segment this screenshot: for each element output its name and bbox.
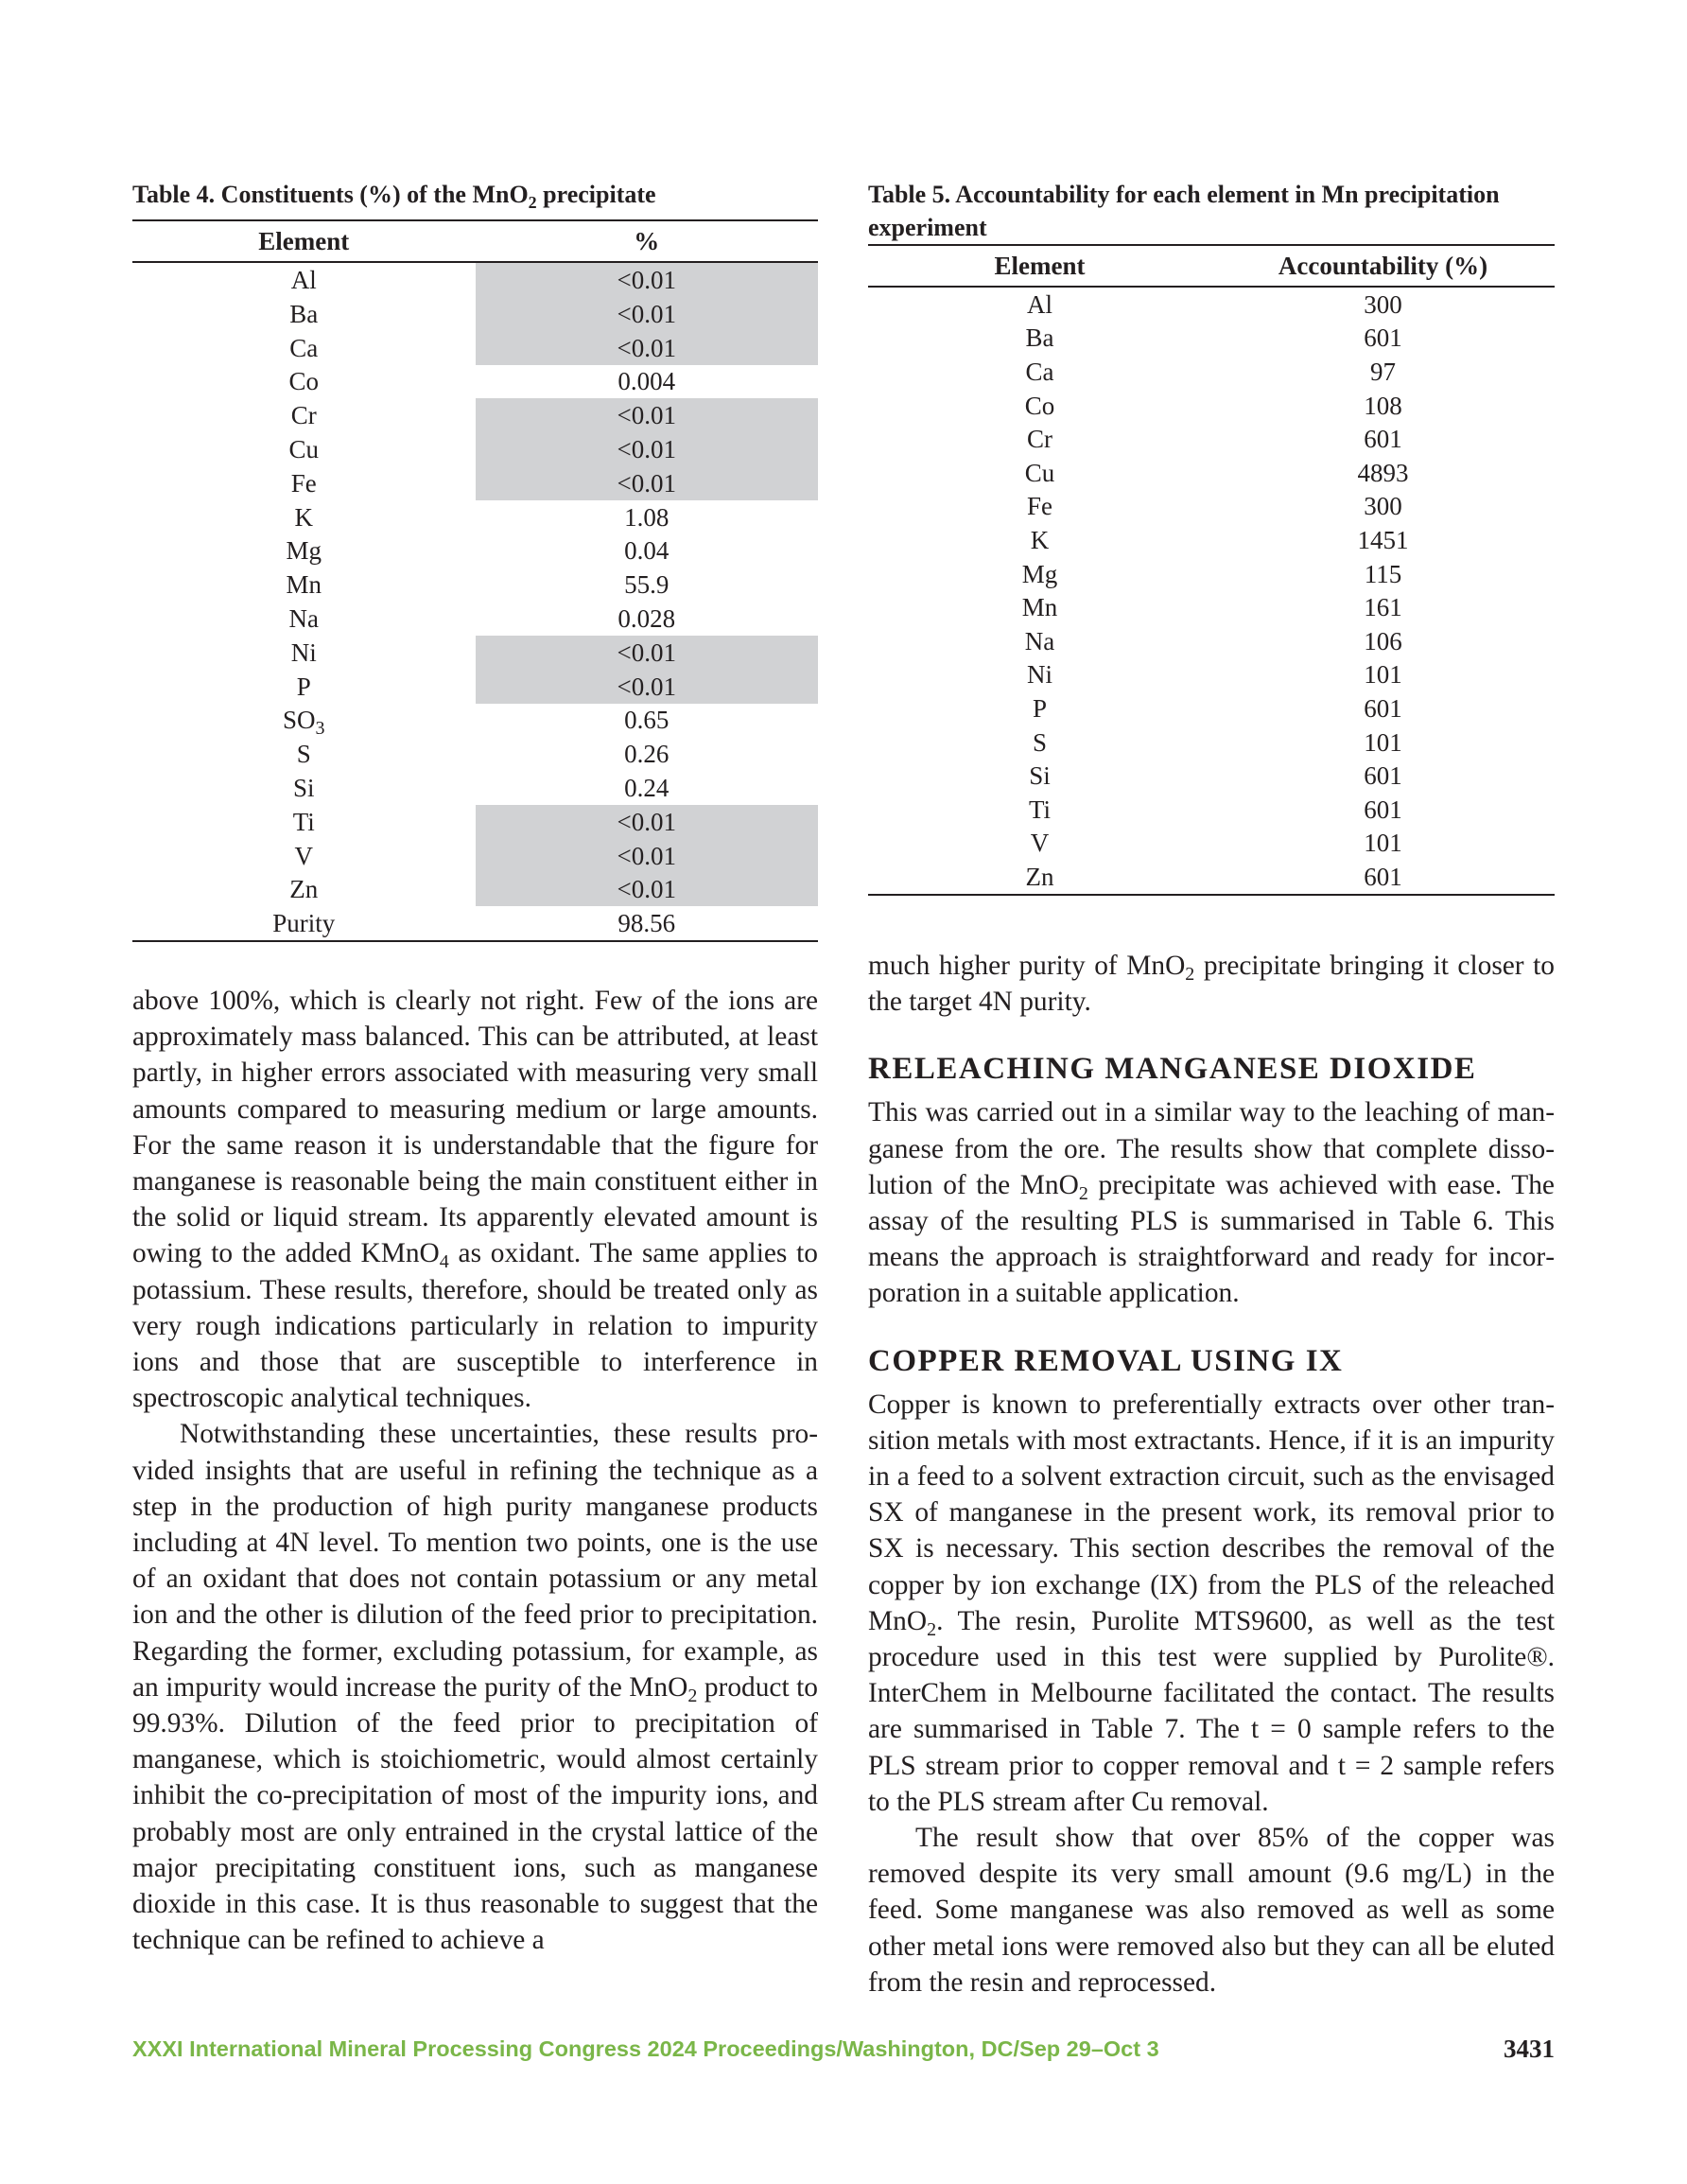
table-row <box>868 322 1555 356</box>
table-row <box>868 691 1555 725</box>
table5-value-cell: 115 <box>1364 559 1402 588</box>
table5-value-cell: 601 <box>1364 795 1402 824</box>
table-row <box>868 759 1555 793</box>
table-row <box>868 523 1555 557</box>
table5-element-cell: K <box>1030 525 1050 554</box>
table4-value-cell: <0.01 <box>476 839 819 873</box>
table-row <box>132 805 818 839</box>
table4-value-cell: 0.26 <box>624 740 670 769</box>
table5-element-cell: Ti <box>1028 795 1052 824</box>
table5-value-cell: 1451 <box>1357 525 1409 554</box>
table5-value-cell: 601 <box>1364 761 1402 791</box>
page-number: 3431 <box>1504 2035 1555 2063</box>
left-paragraph-2: Notwithstanding these uncertainties, these results provided insights that are useful in refining the technique as a step in the production of high purity manganese products including at 4N level. To mention two points, one is the use of an oxidant that does not contain potassium or any metal ion and the other is dilution of the feed prior to precipitation. Regarding the former, excluding potassium, for example, as an impurity would increase the purity of the MnO$_2$ product to 99.93%. Dilution of the feed prior to precipitation of manganese, which is stoichiometric, would almost certainly inhibit the co-precipitation of most of the impurity ions, and probably most are only entrained in the crystal lattice of the major precipitating constituent ions, such as manganese dioxide in this case. It is thus reasonable to suggest that the technique can be refined to achieve a <box>132 1419 818 1956</box>
table4-body <box>132 262 818 941</box>
table4-value-cell: 0.65 <box>624 706 670 735</box>
table-row <box>132 906 818 941</box>
table4-element-cell: Cr <box>290 401 317 430</box>
table4-element-cell: K <box>294 502 313 532</box>
table5-header-accountability: Accountability (%) <box>1278 251 1488 280</box>
table5-element-cell: Mg <box>1021 559 1058 588</box>
table-row <box>868 389 1555 423</box>
heading-copper-removal: COPPER REMOVAL USING IX <box>868 1343 1344 1378</box>
table4-element-cell: Ba <box>289 299 319 328</box>
table-row <box>132 602 818 636</box>
table5-value-cell: 601 <box>1364 425 1402 454</box>
table-row <box>132 365 818 399</box>
table4-value-cell: <0.01 <box>476 297 819 331</box>
table-row <box>132 771 818 805</box>
table4-header-percent: % <box>634 226 660 255</box>
table4-element-cell: Mn <box>286 570 322 600</box>
table5-value-cell: 97 <box>1370 357 1396 386</box>
table4-element-cell: S <box>296 740 311 769</box>
table5-value-cell: 161 <box>1364 593 1402 622</box>
table4-value-cell: 0.24 <box>624 774 670 803</box>
table4-value-cell: 0.004 <box>617 367 676 396</box>
table4-value-cell: <0.01 <box>476 432 819 466</box>
table5-value-cell: 601 <box>1364 693 1402 723</box>
table4-value-cell: 0.04 <box>624 536 670 566</box>
table4-value-cell: 55.9 <box>624 570 670 600</box>
table4-element-cell: Al <box>290 266 317 295</box>
table5-element-cell: Ca <box>1025 357 1054 386</box>
table5-value-cell: 106 <box>1364 626 1402 655</box>
table4-element-cell: P <box>296 672 311 701</box>
right-paragraph-copper-2: The result show that over 85% of the copper was removed despite its very small amount (9.6 mg/L) in the feed. Some manganese was also removed as well as some other metal ions were removed also but they can all be eluted from the resin and reprocessed. <box>868 1823 1555 1998</box>
table4-value-cell: <0.01 <box>476 262 819 297</box>
right-paragraph-0: much higher purity of MnO$_2$ precipitate bringing it closer to the target 4N purity. <box>868 951 1555 1018</box>
table-row <box>132 331 818 365</box>
table5-element-cell: P <box>1032 693 1048 723</box>
table-row <box>868 355 1555 389</box>
table-row <box>132 398 818 432</box>
table-row <box>868 422 1555 456</box>
table5-element-cell: Cu <box>1024 458 1055 487</box>
table-row <box>132 873 818 907</box>
table4-element-cell: Co <box>288 367 319 396</box>
table4 <box>132 219 818 942</box>
table-row <box>132 704 818 738</box>
table-row <box>132 636 818 670</box>
table5-element-cell: Ba <box>1025 323 1054 353</box>
table5-element-cell: Fe <box>1027 492 1052 521</box>
table4-value-cell: <0.01 <box>476 636 819 670</box>
table5-value-cell: 300 <box>1364 492 1402 521</box>
table-row <box>132 534 818 568</box>
table4-value-cell: <0.01 <box>476 398 819 432</box>
table5-value-cell: 300 <box>1364 289 1402 319</box>
table4-element-cell: Mg <box>286 536 322 566</box>
table4-header-element: Element <box>258 226 350 255</box>
table5-caption: Table 5. Accountability for each element in Mn precipitation experiment <box>868 181 1500 241</box>
table-row <box>868 658 1555 692</box>
table4-element-cell: Na <box>288 604 319 634</box>
table4-value-cell: 98.56 <box>476 906 819 941</box>
left-body-text <box>132 983 818 1958</box>
table4-value-cell: <0.01 <box>476 805 819 839</box>
table4-element-cell: Purity <box>132 906 476 941</box>
table-row <box>132 737 818 771</box>
table4-block <box>132 178 818 942</box>
right-paragraph-releaching: This was carried out in a similar way to the leaching of manganese from the ore. The results show that complete dissolution of the MnO$_2$ precipitate was achieved with ease. The assay of the resulting PLS is summarised in Table 6. This means the approach is straightforward and ready for incorporation in a suitable application. <box>868 1097 1555 1309</box>
footer-conference: XXXI International Mineral Processing Congress 2024 Proceedings/Washington, DC/Sep 29–Oct 3 <box>132 2036 1159 2061</box>
table4-value-cell: <0.01 <box>476 670 819 704</box>
table5-block <box>868 178 1555 896</box>
table4-element-cell: Ti <box>292 807 315 836</box>
table4-element-cell: $SO_3$ <box>282 706 325 740</box>
table5-header-row <box>868 245 1555 287</box>
table-row <box>868 725 1555 760</box>
table-row <box>868 624 1555 658</box>
table4-element-cell: Zn <box>289 875 319 904</box>
table5-header-element: Element <box>994 251 1086 280</box>
table4-value-cell: <0.01 <box>476 331 819 365</box>
table-row <box>132 297 818 331</box>
table-row <box>868 456 1555 490</box>
table4-value-cell: 0.028 <box>617 604 676 634</box>
table4-element-cell: Ca <box>289 333 319 362</box>
right-paragraph-copper-1: Copper is known to preferentially extracts over other transition metals with most extractants. Hence, if it is an impurity in a feed to a solvent extraction circuit, such as the envisaged SX of manganese in the present work, its removal prior to SX is necessary. This section describes the removal of the copper by ion exchange (IX) from the PLS of the releached MnO$_2$. The resin, Purolite MTS9600, as well as the test procedure used in this test were supplied by Purolite®. InterChem in Melbourne facilitated the contact. The results are summarised in Table 7. The t = 0 sample refers to the PLS stream prior to copper removal and t = 2 sample refers to the PLS stream after Cu removal. <box>868 1389 1555 1817</box>
table5-body <box>868 287 1555 895</box>
table5-element-cell: Co <box>1024 391 1055 420</box>
table5-value-cell: 4893 <box>1357 458 1409 487</box>
table4-header-row <box>132 220 818 262</box>
table-row <box>132 432 818 466</box>
table5-element-cell: Na <box>1024 626 1055 655</box>
table-row <box>868 793 1555 827</box>
table-row <box>132 500 818 534</box>
table5-value-cell: 101 <box>1364 727 1402 757</box>
table4-element-cell: V <box>294 841 313 870</box>
table5-value-cell: 601 <box>1211 860 1555 895</box>
table-row <box>868 287 1555 322</box>
table-row <box>868 490 1555 524</box>
table4-value-cell: 1.08 <box>624 502 670 532</box>
heading-releaching: RELEACHING MANGANESE DIOXIDE <box>868 1052 1477 1087</box>
right-body-text <box>868 948 1555 2001</box>
table5-value-cell: 601 <box>1364 323 1402 353</box>
table4-value-cell: <0.01 <box>476 466 819 500</box>
table5-element-cell: V <box>1030 829 1050 858</box>
table4-element-cell: Cu <box>288 435 319 464</box>
table4-element-cell: Fe <box>290 468 317 498</box>
table4-element-cell: Ni <box>290 638 317 667</box>
table5-element-cell: Zn <box>868 860 1211 895</box>
table4-element-cell: Si <box>292 774 315 803</box>
table-row <box>868 860 1555 895</box>
table-row <box>132 839 818 873</box>
table-row <box>868 557 1555 591</box>
table-row <box>132 466 818 500</box>
table4-value-cell: <0.01 <box>476 873 819 907</box>
table5-element-cell: Al <box>1027 289 1052 319</box>
table5-value-cell: 101 <box>1364 829 1402 858</box>
table5-element-cell: Ni <box>1027 660 1052 690</box>
table5-value-cell: 101 <box>1364 660 1402 690</box>
table-row <box>132 568 818 602</box>
table5-element-cell: Mn <box>1021 593 1058 622</box>
table4-caption: Table 4. Constituents (%) of the MnO$_2$ precipitate <box>132 181 656 213</box>
table-row <box>868 827 1555 861</box>
table5-element-cell: Si <box>1029 761 1051 791</box>
table-row <box>132 262 818 297</box>
table-row <box>132 670 818 704</box>
table-row <box>868 590 1555 624</box>
table5 <box>868 244 1555 896</box>
table5-value-cell: 108 <box>1364 391 1402 420</box>
table5-element-cell: S <box>1032 727 1048 757</box>
table5-element-cell: Cr <box>1027 425 1052 454</box>
left-paragraph-1: above 100%, which is clearly not right. Few of the ions are approximately mass balanced. This can be attributed, at least partly, in higher errors associated with measuring very small amounts compared to measuring medium or large amounts. For the same reason it is understandable that the figure for manganese is reasonable being the main constituent either in the solid or liquid stream. Its apparently elevated amount is owing to the added KMnO$_4$ as oxidant. The same applies to potassium. These results, therefore, should be treated only as very rough indications particularly in relation to impurity ions and those that are susceptible to interference in spectroscopic analytical techniques. <box>132 986 818 1414</box>
